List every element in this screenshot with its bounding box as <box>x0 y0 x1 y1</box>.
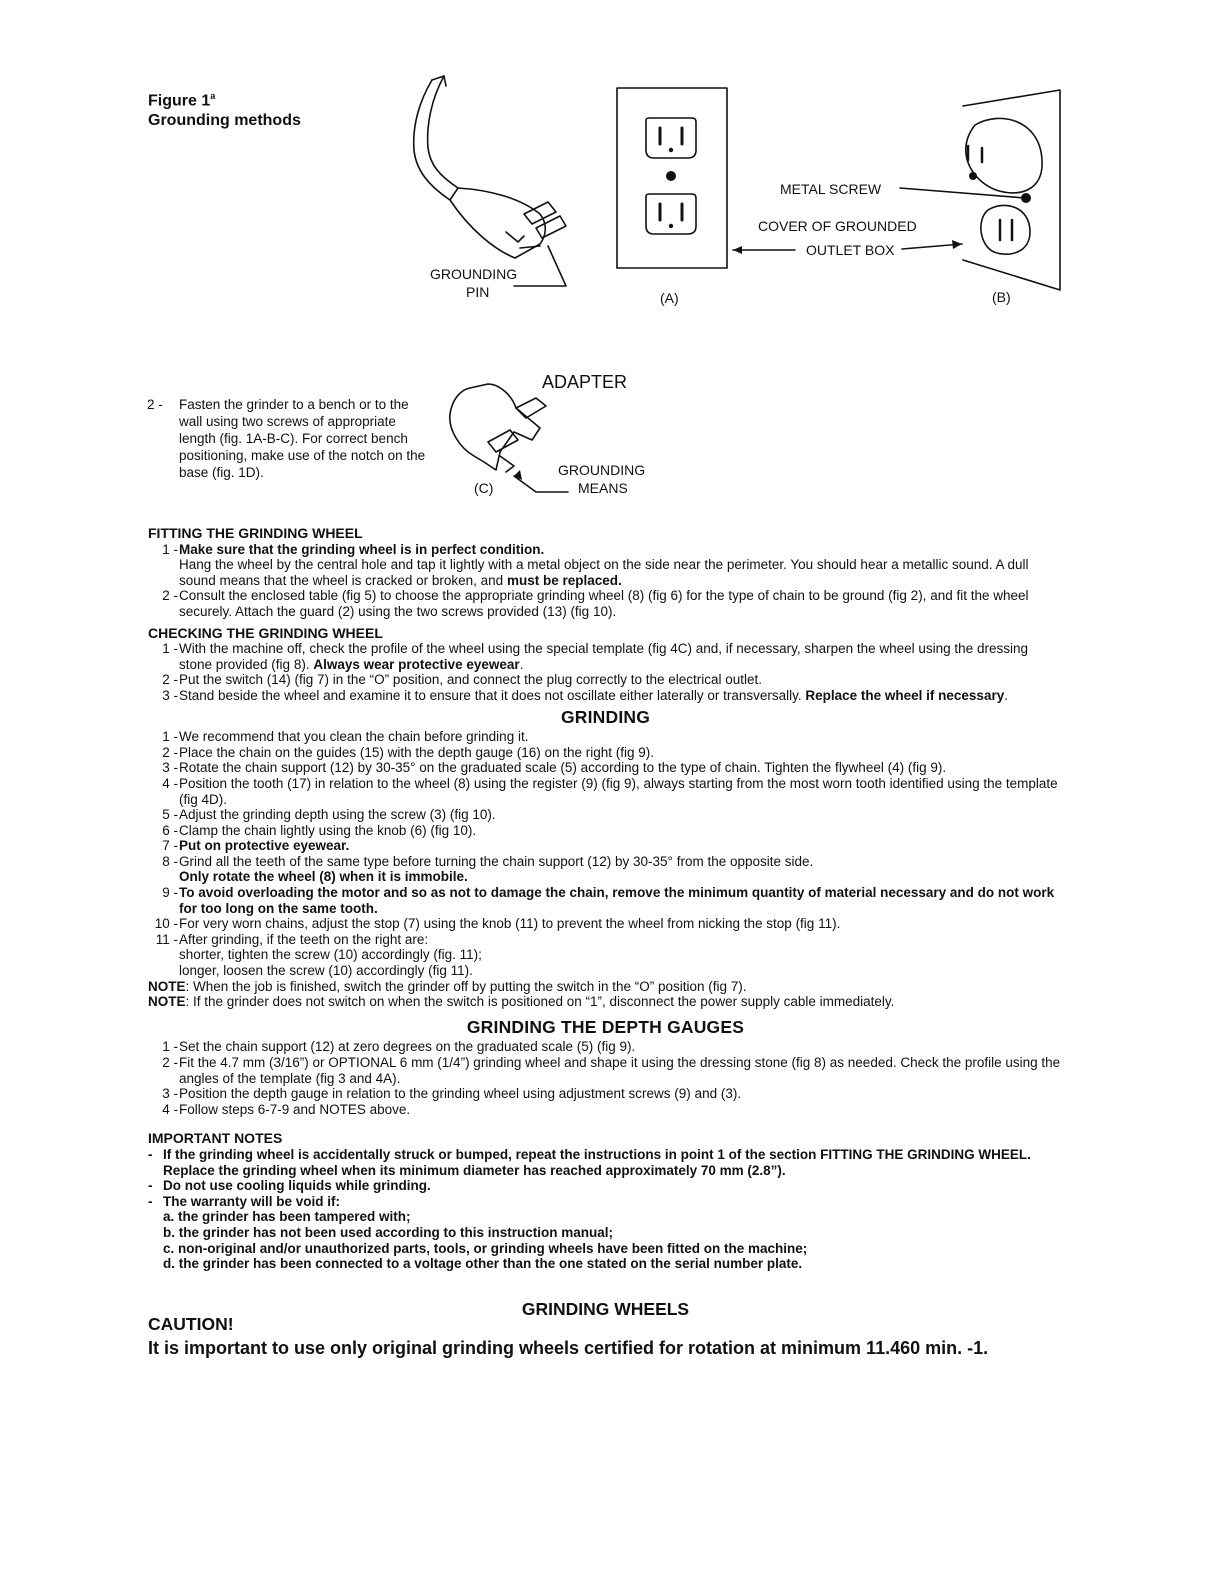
warranty-d: d. the grinder has been connected to a voltage other than the one stated on the serial number plate. <box>163 1256 803 1272</box>
important-bullet-2: - Do not use cooling liquids while grinding. <box>148 1178 431 1194</box>
cover-label-2: OUTLET BOX <box>806 242 895 258</box>
grinding-item-5: 5 - Adjust the grinding depth using the screw (3) (fig 10). <box>162 807 496 823</box>
grinding-item-8: 8 - Grind all the teeth of the same type before turning the chain support (12) by 30-35° from the opposite side. Only rotate the wheel (8) when it is immobile. <box>162 853 814 885</box>
depth-item-4: 4 - Follow steps 6-7-9 and NOTES above. <box>162 1101 411 1117</box>
important-heading: IMPORTANT NOTES <box>148 1130 283 1147</box>
grinding-item-10: 10 - For very worn chains, adjust the stop (7) using the knob (11) to prevent the wheel from nicking the stop (fig 11). <box>154 916 841 932</box>
cover-label-1: COVER OF GROUNDED <box>758 218 917 234</box>
important-warning: It is important to use only original grinding wheels certified for rotation at minimum 11.460 min. -1. <box>148 1337 989 1358</box>
figure-subtitle: Grounding methods <box>148 112 301 130</box>
grinding-item-9: 9 - To avoid overloading the motor and so as not to damage the chain, remove the minimum quantity of material necessary and do not work for too long on the same tooth. <box>162 885 1055 916</box>
figure-title: Figure 1$^a$ Grounding methods <box>148 91 301 130</box>
fitting-item-2: 2 - Consult the enclosed table (fig 5) to choose the appropriate grinding wheel (8) (fig 6) for the type of chain to be ground (fig 2), and fit the wheel securely. Attach the guard (2) using the two screws provided (13) (fig 10). <box>162 588 1029 619</box>
checking-item-3: 3 - Stand beside the wheel and examine it to ensure that it does not oscillate either laterally or transversally. Replace the wheel if necessary. <box>162 687 1008 703</box>
grinding-item-6: 6 - Clamp the chain lightly using the knob (6) (fig 10). <box>162 822 477 838</box>
important-bullet-3: - The warranty will be void if: <box>148 1193 341 1209</box>
caution-label: CAUTION! <box>148 1314 234 1335</box>
depth-item-3: 3 - Position the depth gauge in relation to the grinding wheel using adjustment screws (9) and (3). <box>162 1086 742 1102</box>
grounding-means-label-1: GROUNDING <box>558 462 646 478</box>
grinding-item-3: 3 - Rotate the chain support (12) by 30-35° on the graduated scale (5) according to the type of chain. Tighten the flywheel (4) (fig 9). <box>162 760 947 776</box>
grounding-pin-label-1: GROUNDING <box>430 266 518 282</box>
adapter-label: ADAPTER <box>542 372 628 392</box>
warranty-b: b. the grinder has not been used according to this instruction manual; <box>163 1224 614 1240</box>
grinding-item-11: 11 - After grinding, if the teeth on the right are: shorter, tighten the screw (10) accordingly (fig. 11); longer, loosen the screw (10) accordingly (fig 11). <box>155 931 482 979</box>
instructions-body <box>148 522 1063 1357</box>
warranty-c: c. non-original and/or unauthorized parts, tools, or grinding wheels have been fitted on the machine; <box>163 1240 808 1256</box>
grounding-pin-label-2: PIN <box>466 284 490 300</box>
depth-item-1: 1 - Set the chain support (12) at zero degrees on the graduated scale (5) (fig 9). <box>162 1039 636 1055</box>
fitting-heading: FITTING THE GRINDING WHEEL <box>148 525 363 541</box>
warranty-a: a. the grinder has been tampered with; <box>163 1209 411 1225</box>
checking-heading: CHECKING THE GRINDING WHEEL <box>148 624 383 641</box>
metal-screw-label: METAL SCREW <box>780 181 882 197</box>
note-2: NOTE: If the grinder does not switch on when the switch is positioned on “1”, disconnect the power supply cable immediately. <box>148 994 895 1010</box>
step-2-fasten: 2 - Fasten the grinder to a bench or to the wall using two screws of appropriate length (fig. 1A-B-C). For correct bench positioning, make use of the notch on the base (fig. 1D). <box>147 397 426 480</box>
grounding-means-label-2: MEANS <box>578 480 628 496</box>
depth-item-2: 2 - Fit the 4.7 mm (3/16”) or OPTIONAL 6 mm (1/4”) grinding wheel and shape it using the dressing stone (fig 8) as needed. Check the profile using the angles of the template (fig 3 and 4A). <box>162 1055 1061 1086</box>
depth-heading: GRINDING THE DEPTH GAUGES <box>466 1016 745 1037</box>
grinding-wheels-heading: GRINDING WHEELS <box>521 1298 690 1319</box>
fitting-item-1: 1 - Make sure that the grinding wheel is in perfect condition. Hang the wheel by the central hole and tap it lightly with a metal object on the side near the perimeter. You should hear a metallic sound. A dull sound means that the wheel is cracked or broken, and must be replaced. <box>162 541 1029 588</box>
grinding-item-7: 7 - Put on protective eyewear. <box>162 838 350 854</box>
grinding-item-1: 1 - We recommend that you clean the chain before grinding it. <box>162 729 529 745</box>
checking-item-1: 1 - With the machine off, check the profile of the wheel using the special template (fig 4C) and, if necessary, sharpen the wheel using the dressing stone provided (fig 8). Always wear protective eyewear. <box>162 641 1028 672</box>
label-c: (C) <box>474 480 494 496</box>
label-b: (B) <box>992 289 1011 305</box>
note-1: NOTE: When the job is finished, switch the grinder off by putting the switch in the “O” position (fig 7). <box>148 978 747 994</box>
important-bullet-1: - If the grinding wheel is accidentally struck or bumped, repeat the instructions in point 1 of the section FITTING THE GRINDING WHEEL. Replace the grinding wheel when its minimum diameter has reached approximately 70 mm (2.8”). <box>148 1146 1031 1178</box>
checking-item-2: 2 - Put the switch (14) (fig 7) in the “O” position, and connect the plug correctly to the electrical outlet. <box>162 672 763 688</box>
grinding-item-2: 2 - Place the chain on the guides (15) with the depth gauge (16) on the right (fig 9). <box>162 744 655 760</box>
grinding-heading: GRINDING <box>560 706 651 727</box>
grinding-item-4: 4 - Position the tooth (17) in relation to the wheel (8) using the register (9) (fig 9), always starting from the most worn tooth identified using the template (fig 4D). <box>162 775 1058 807</box>
label-a: (A) <box>660 290 679 306</box>
